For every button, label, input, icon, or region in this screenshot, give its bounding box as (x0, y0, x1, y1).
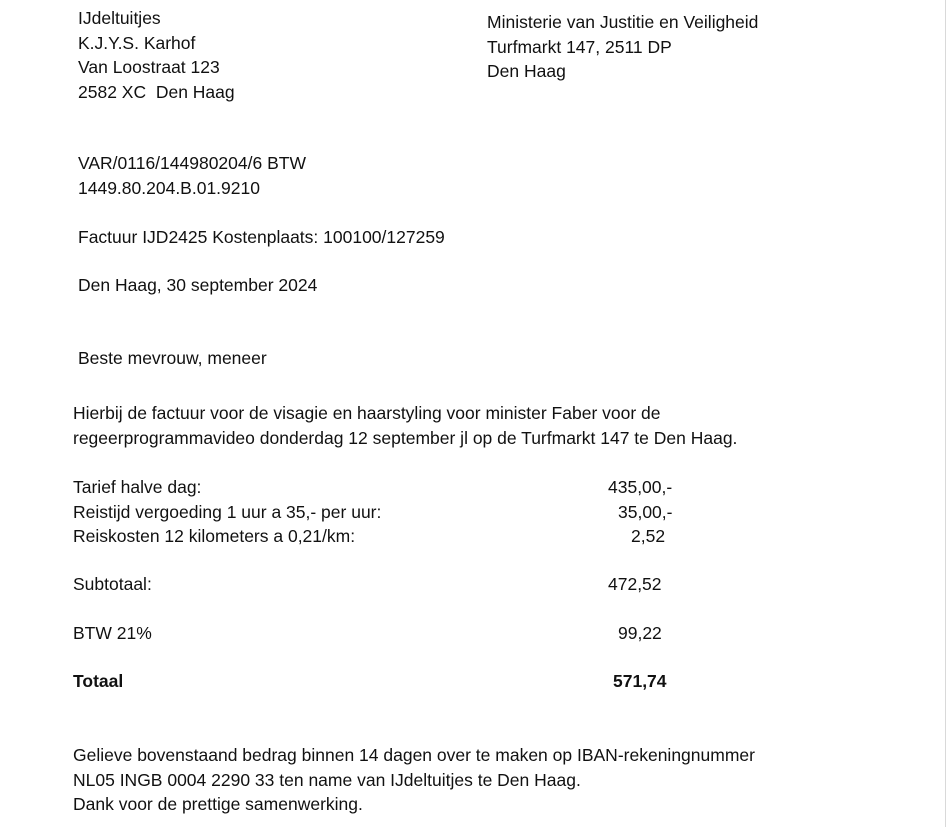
subtotal-amount: 472,52 (608, 574, 662, 594)
vat-amount: 99,22 (618, 622, 662, 643)
sender-address (78, 6, 235, 104)
cost-row (73, 524, 713, 549)
total-row (73, 669, 713, 694)
cost-label: Reistijd vergoeding 1 uur a 35,- per uur: (73, 501, 382, 522)
closing-line: Gelieve bovenstaand bedrag binnen 14 dagen over te maken op IBAN-rekeningnummer (73, 745, 755, 765)
recipient-street: Turfmarkt 147, 2511 DP (487, 36, 672, 57)
recipient-city: Den Haag (487, 61, 566, 81)
invoice-number-line (78, 225, 445, 250)
cost-label: Tarief halve dag: (73, 477, 202, 497)
intro-line: regeerprogrammavideo donderdag 12 september jl op de Turfmarkt 147 te Den Haag. (73, 427, 738, 448)
closing-line: NL05 INGB 0004 2290 33 ten name van IJdeltuitjes te Den Haag. (73, 769, 581, 790)
page-edge-divider (945, 0, 946, 827)
cost-list (73, 475, 713, 549)
cost-label: Reiskosten 12 kilometers a 0,21/km: (73, 526, 356, 546)
salutation (78, 346, 267, 371)
cost-amount: 2,52 (631, 526, 666, 546)
recipient-address (487, 10, 758, 84)
vat-number: VAR/0116/144980204/6 BTW (78, 153, 306, 173)
cost-row (73, 475, 713, 500)
intro-paragraph (73, 401, 737, 450)
total-label: Totaal (73, 671, 124, 691)
total-amount: 571,74 (613, 671, 667, 691)
subtotal-label: Subtotaal: (73, 574, 152, 594)
invoice-date-line (78, 273, 317, 298)
recipient-name: Ministerie van Justitie en Veiligheid (487, 12, 759, 32)
invoice-number: Factuur IJD2425 Kostenplaats: 100100/127259 (78, 227, 445, 247)
sender-city: 2582 XC Den Haag (78, 81, 235, 102)
sender-name: IJdeltuitjes (78, 8, 161, 28)
subtotal-row (73, 572, 713, 597)
sender-street: Van Loostraat 123 (78, 57, 220, 77)
reference-numbers (78, 151, 306, 200)
closing-paragraph (73, 743, 755, 817)
cost-amount: 35,00,- (618, 501, 673, 522)
closing-line: Dank voor de prettige samenwerking. (73, 794, 363, 814)
cost-amount: 435,00,- (608, 477, 673, 497)
sender-contact: K.J.Y.S. Karhof (78, 32, 196, 53)
totals-section (73, 572, 713, 694)
vat-row (73, 621, 713, 646)
vat-label: BTW 21% (73, 622, 152, 643)
salutation-text: Beste mevrouw, meneer (78, 348, 267, 368)
invoice-date: Den Haag, 30 september 2024 (78, 275, 318, 295)
registration-number: 1449.80.204.B.01.9210 (78, 177, 260, 198)
cost-row (73, 500, 713, 525)
intro-line: Hierbij de factuur voor de visagie en haarstyling voor minister Faber voor de (73, 403, 661, 423)
